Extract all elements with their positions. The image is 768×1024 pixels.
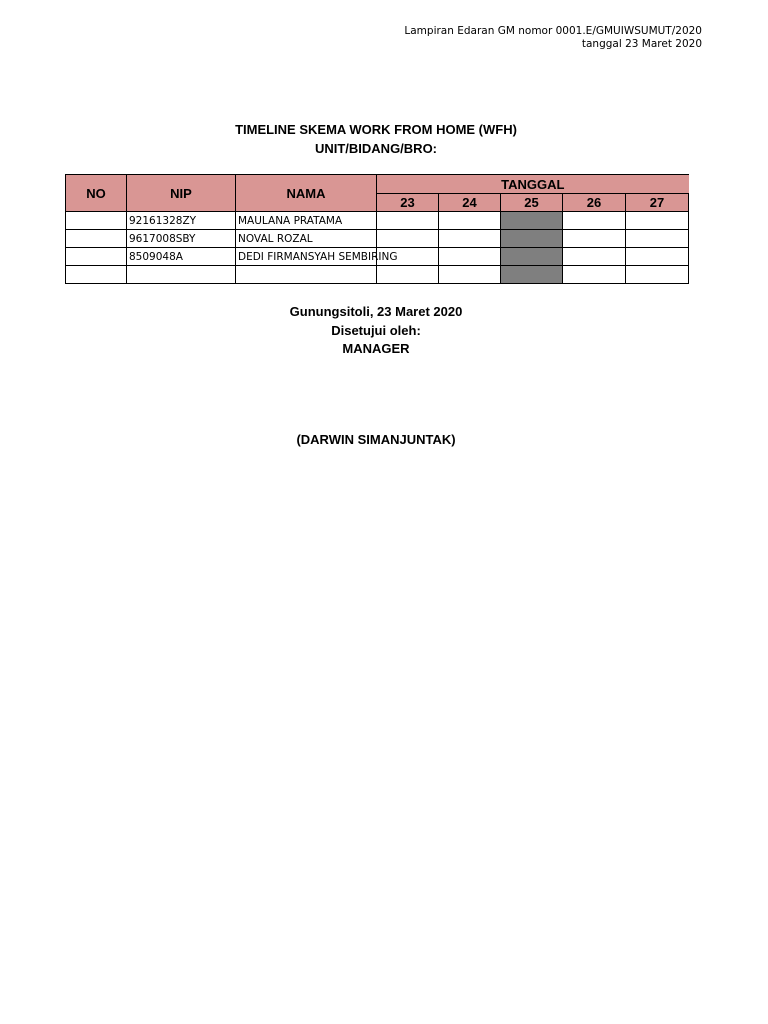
cell-date-26 <box>563 212 626 230</box>
cell-date-26 <box>563 248 626 266</box>
cell-date-23 <box>377 230 439 248</box>
header-tanggal: TANGGAL <box>377 175 689 194</box>
cell-nip: 8509048A <box>127 248 236 266</box>
header-nama: NAMA <box>236 175 377 212</box>
cell-nama <box>236 266 377 284</box>
cell-nama: DEDI FIRMANSYAH SEMBIRING <box>236 248 377 266</box>
cell-date-27 <box>626 230 689 248</box>
cell-date-27 <box>626 212 689 230</box>
table-row <box>66 230 689 248</box>
cell-date-26 <box>563 230 626 248</box>
header-date-26: 26 <box>563 194 626 212</box>
table-row <box>66 266 689 284</box>
cell-date-24 <box>439 248 501 266</box>
cell-no <box>66 230 127 248</box>
wfh-timeline-table <box>65 174 689 284</box>
cell-nama: MAULANA PRATAMA <box>236 212 377 230</box>
cell-date-25-wfh <box>501 230 563 248</box>
document-title: TIMELINE SKEMA WORK FROM HOME (WFH) <box>235 122 517 137</box>
signature-approved-by: Disetujui oleh: <box>331 323 421 338</box>
cell-nip: 92161328ZY <box>127 212 236 230</box>
table-row <box>66 248 689 266</box>
cell-date-27 <box>626 248 689 266</box>
cell-date-27 <box>626 266 689 284</box>
signature-name: (DARWIN SIMANJUNTAK) <box>296 432 456 447</box>
cell-date-23 <box>377 266 439 284</box>
cell-date-25-wfh <box>501 212 563 230</box>
cell-date-24 <box>439 212 501 230</box>
cell-nip <box>127 266 236 284</box>
reference-line-2: tanggal 23 Maret 2020 <box>581 37 702 50</box>
signature-position: MANAGER <box>342 341 410 356</box>
cell-no <box>66 212 127 230</box>
cell-nama: NOVAL ROZAL <box>236 230 377 248</box>
signature-place-date: Gunungsitoli, 23 Maret 2020 <box>289 304 463 319</box>
header-date-27: 27 <box>626 194 689 212</box>
cell-date-25-wfh <box>501 266 563 284</box>
header-nip: NIP <box>127 175 236 212</box>
unit-label: UNIT/BIDANG/BRO: <box>314 141 438 156</box>
cell-date-23 <box>377 212 439 230</box>
cell-no <box>66 248 127 266</box>
header-no: NO <box>66 175 127 212</box>
header-date-23: 23 <box>377 194 439 212</box>
cell-no <box>66 266 127 284</box>
reference-note <box>404 25 702 50</box>
header-date-24: 24 <box>439 194 501 212</box>
reference-line-1: Lampiran Edaran GM nomor 0001.E/GMUIWSUMUT/2020 <box>404 25 702 37</box>
table-row <box>66 212 689 230</box>
cell-date-26 <box>563 266 626 284</box>
cell-date-24 <box>439 266 501 284</box>
cell-date-24 <box>439 230 501 248</box>
cell-nip: 9617008SBY <box>127 230 236 248</box>
cell-date-25-wfh <box>501 248 563 266</box>
header-date-25: 25 <box>501 194 563 212</box>
